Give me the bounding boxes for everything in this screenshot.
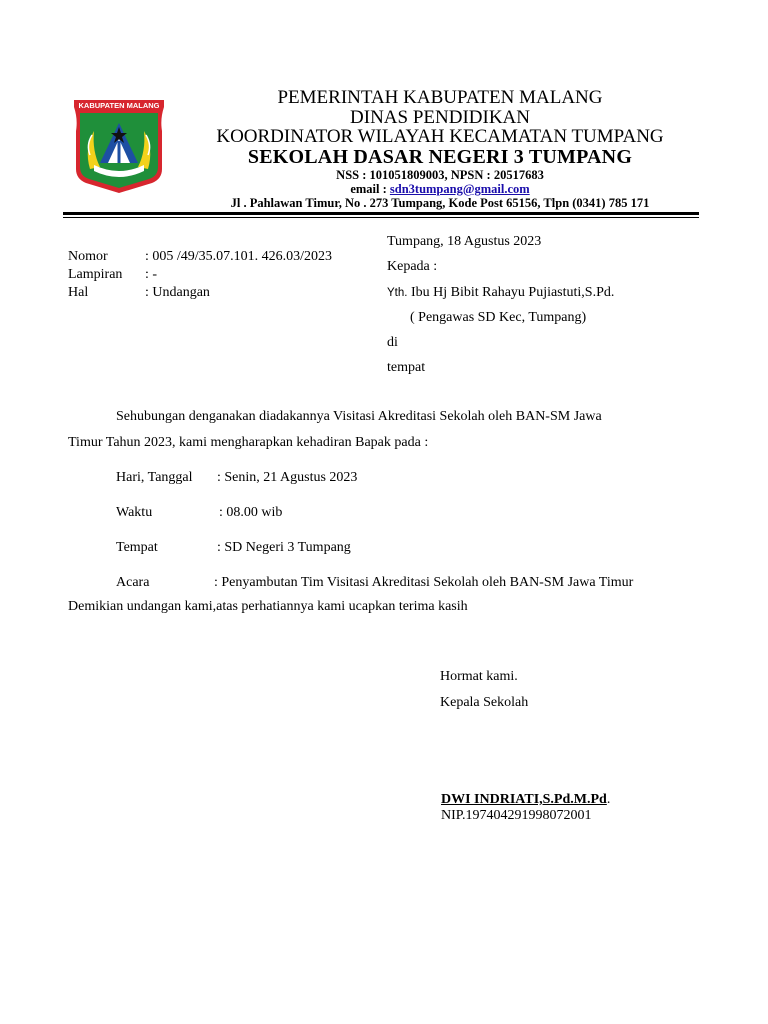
di-label: di: [387, 335, 398, 350]
hari-tanggal-value: : Senin, 21 Agustus 2023: [217, 470, 358, 485]
paragraph-1-line-2: Timur Tahun 2023, kami mengharapkan kehadiran Bapak pada :: [68, 435, 429, 450]
acara-value: : Penyambutan Tim Visitasi Akreditasi Sekolah oleh BAN-SM Jawa Timur: [214, 575, 634, 590]
header-divider-thick: [63, 212, 699, 215]
tempat-event-value: : SD Negeri 3 Tumpang: [217, 540, 351, 555]
acara-label: Acara: [116, 575, 150, 590]
signatory-name-line: [441, 792, 610, 808]
place-date: Tumpang, 18 Agustus 2023: [387, 234, 542, 249]
nomor-value: : 005 /49/35.07.101. 426.03/2023: [145, 249, 333, 264]
hal-value: : Undangan: [145, 285, 210, 300]
lampiran-label: Lampiran: [68, 267, 123, 282]
tempat-label: tempat: [387, 360, 426, 375]
waktu-value: : 08.00 wib: [219, 505, 283, 520]
header-school-name: SEKOLAH DASAR NEGERI 3 TUMPANG: [247, 146, 633, 168]
tempat-event-label: Tempat: [116, 540, 158, 555]
header-address: Jl . Pahlawan Timur, No . 273 Tumpang, Kode Post 65156, Tlpn (0341) 785 171: [230, 196, 650, 210]
kepada-label: Kepada :: [387, 259, 438, 274]
header-government: PEMERINTAH KABUPATEN MALANG: [277, 87, 603, 108]
hormat-kami: Hormat kami.: [440, 669, 518, 684]
header-coordinator: KOORDINATOR WILAYAH KECAMATAN TUMPANG: [216, 126, 664, 147]
header-nss-npsn: NSS : 101051809003, NPSN : 20517683: [336, 168, 544, 182]
header-email: [180, 182, 700, 197]
hari-tanggal-label: Hari, Tanggal: [116, 470, 193, 485]
kabupaten-malang-logo: [70, 97, 168, 195]
signatory-name: DWI INDRIATI,S.Pd.M.Pd: [441, 792, 607, 807]
paragraph-1-line-1: Sehubungan denganakan diadakannya Visitasi Akreditasi Sekolah oleh BAN-SM Jawa: [116, 409, 602, 424]
nomor-label: Nomor: [68, 249, 108, 264]
recipient-name-line: [387, 285, 614, 301]
lampiran-value: : -: [145, 267, 158, 282]
logo-lettering: KABUPATEN MALANG: [78, 101, 160, 110]
waktu-label: Waktu: [116, 505, 153, 520]
header-department: DINAS PENDIDIKAN: [350, 107, 530, 128]
signatory-title: Kepala Sekolah: [440, 695, 529, 710]
closing-sentence: Demikian undangan kami,atas perhatiannya kami ucapkan terima kasih: [68, 599, 468, 614]
recipient-position: ( Pengawas SD Kec, Tumpang): [410, 310, 587, 325]
email-link[interactable]: sdn3tumpang@gmail.com: [389, 182, 530, 196]
recipient-name: Ibu Hj Bibit Rahayu Pujiastuti,S.Pd.: [407, 285, 615, 300]
hal-label: Hal: [68, 285, 89, 300]
yth-label: Yth.: [387, 287, 408, 299]
signatory-name-suffix: .: [606, 792, 611, 807]
header-divider-thin: [63, 217, 699, 218]
email-label: email :: [350, 182, 390, 196]
signatory-nip: NIP.197404291998072001: [441, 808, 592, 823]
